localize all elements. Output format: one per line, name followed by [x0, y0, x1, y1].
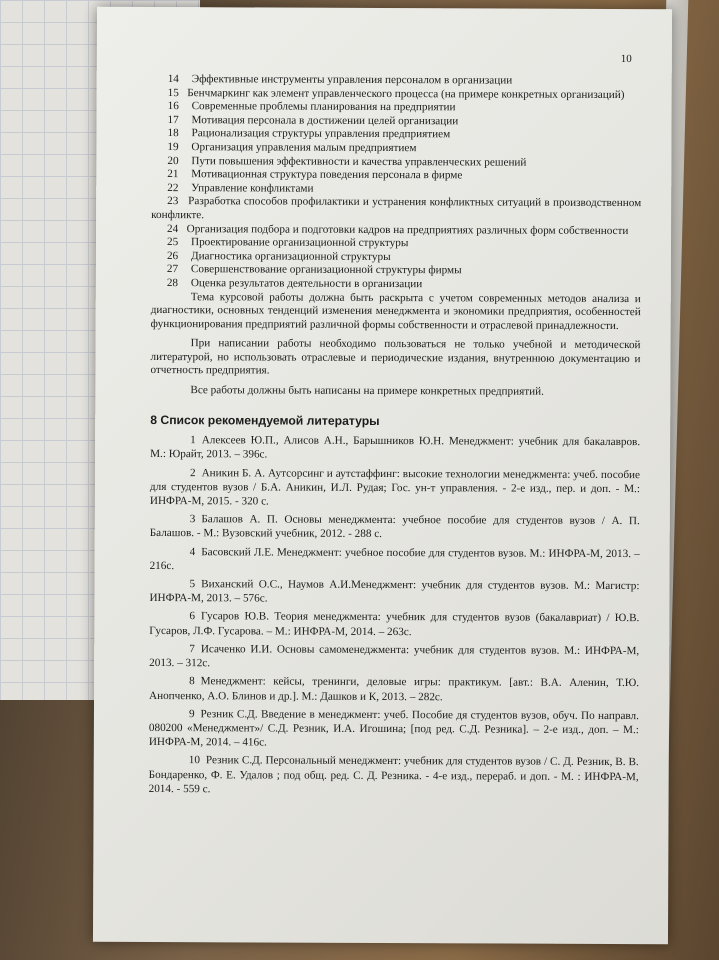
topic-item: 16 Современные проблемы планирования на предприятии: [167, 100, 456, 114]
reference-list: [149, 433, 641, 798]
topic-item: 25 Проектирование организационной структуры: [166, 236, 409, 250]
reference-item: 3 Балашов А. П. Основы менеджмента: учебное пособие для студентов вузов / А. П. Балашов. - М.: Вузовский учебник, 2012. - 288 с.: [149, 513, 640, 541]
reference-item: 7 Исаченко И.И. Основы самоменеджмента: учебник для студентов вузов. М.: ИНФРА-М, 2013. – 312с.: [149, 643, 640, 670]
reference-item: 6 Гусаров Ю.В. Теория менеджмента: учебник для студентов вузов (бакалавриат) / Ю.В. Гусаров, Л.Ф. Гусарова. – М.: ИНФРА-М, 2014. – 263с.: [149, 610, 640, 638]
reference-item: 10 Резник С.Д. Персональный менеджмент: учебник для студентов вузов / С. Д. Резник, В. В. Бондаренко, Ф. Е. Удалов ; под общ. ред. С. Д. Резника. - 4-е изд., перераб. и доп. - М. : ИНФРА-М, 2014. - 559 с.: [148, 754, 639, 795]
topic-item: 23 Разработка способов профилактики и устранения конфликтных ситуаций в производственном конфликте.: [151, 195, 642, 222]
topic-item: 26 Диагностика организационной структуры: [166, 249, 391, 263]
topic-item: 20 Пути повышения эффективности и качества управленческих решений: [167, 154, 527, 169]
page-number: 10: [620, 53, 632, 66]
topic-item: 17 Мотивация персонала в достижении целей организации: [167, 113, 459, 128]
reference-item: 8 Менеджмент: кейсы, тренинги, деловые игры: практикум. [авт.: В.А. Аленин, Т.Ю. Анопченко, А.О. Блинов и др.]. М.: Дашков и К, 2013. – 282с.: [149, 675, 640, 703]
topic-item: 21 Мотивационная структура поведения персонала в фирме: [167, 168, 463, 182]
topic-item: 27 Совершенствование организационной структуры фирмы: [166, 263, 462, 277]
topic-item: 22 Управление конфликтами: [167, 181, 314, 195]
section-heading: 8 Список рекомендуемой литературы: [150, 412, 380, 428]
body-paragraph: При написании работы необходимо пользоваться не только учебной и методической литературой, но использовать отраслевые и периодические издания, внутреннюю документацию и отчетность предприятия.: [150, 337, 641, 377]
reference-item: 9 Резник С.Д. Введение в менеджмент: учеб. Пособие дя студентов вузов, обуч. По направл. 080200 «Менеджмент»/ С.Д. Резник, И.А. Игошина; [под ред. С.Д. Резника]. – 2-е изд., доп. – М.: ИНФРА-М, 2014. – 416с.: [148, 707, 639, 749]
topic-item: 24 Организация подбора и подготовки кадров на предприятиях различных форм собственности: [167, 222, 629, 237]
topic-list: [151, 73, 642, 293]
topic-item: 28 Оценка результатов деятельности в организации: [166, 276, 423, 291]
reference-item: 2 Аникин Б. А. Аутсорсинг и аутстаффинг: высокие технологии менеджмента: учеб. пособие для студентов вузов / Б.А. Аникин, И.Л. Рудая; Гос. ун-т управления. - 2-е изд., пер. и доп. - М.: ИНФРА-М, 2015. - 320 с.: [149, 466, 641, 508]
reference-item: 1 Алексеев Ю.П., Алисов А.Н., Барышников Ю.Н. Менеджмент: учебник для бакалавров. М.: Юрайт, 2013. – 396с.: [150, 434, 641, 461]
topic-item: 14 Эффективные инструменты управления персоналом в организации: [167, 73, 513, 87]
reference-item: 4 Басовский Л.Е. Менеджмент: учебное пособие для студентов вузов. М.: ИНФРА-М, 2013. – 216с.: [149, 545, 640, 572]
body-paragraph: Все работы должны быть написаны на примере конкретных предприятий.: [190, 384, 544, 398]
topic-item: 15 Бенчмаркинг как элемент управленческого процесса (на примере конкретных организаций): [167, 86, 625, 101]
topic-item: 19 Организация управления малым предприятием: [167, 141, 417, 155]
document-page: [93, 7, 672, 945]
reference-item: 5 Виханский О.С., Наумов А.И.Менеджмент: учебник для студентов вузов. М.: Магистр: ИНФРА-М, 2013. – 576с.: [149, 578, 640, 605]
body-paragraph: Тема курсовой работы должна быть раскрыта с учетом современных методов анализа и диагностики, основных тенденций изменения менеджмента и экономики предприятия, особенностей функционирования предприятий различной формы собственности и отраслевой принадлежности.: [150, 290, 641, 332]
page-content: [149, 73, 642, 802]
topic-item: 18 Рационализация структуры управления предприятием: [167, 127, 451, 141]
